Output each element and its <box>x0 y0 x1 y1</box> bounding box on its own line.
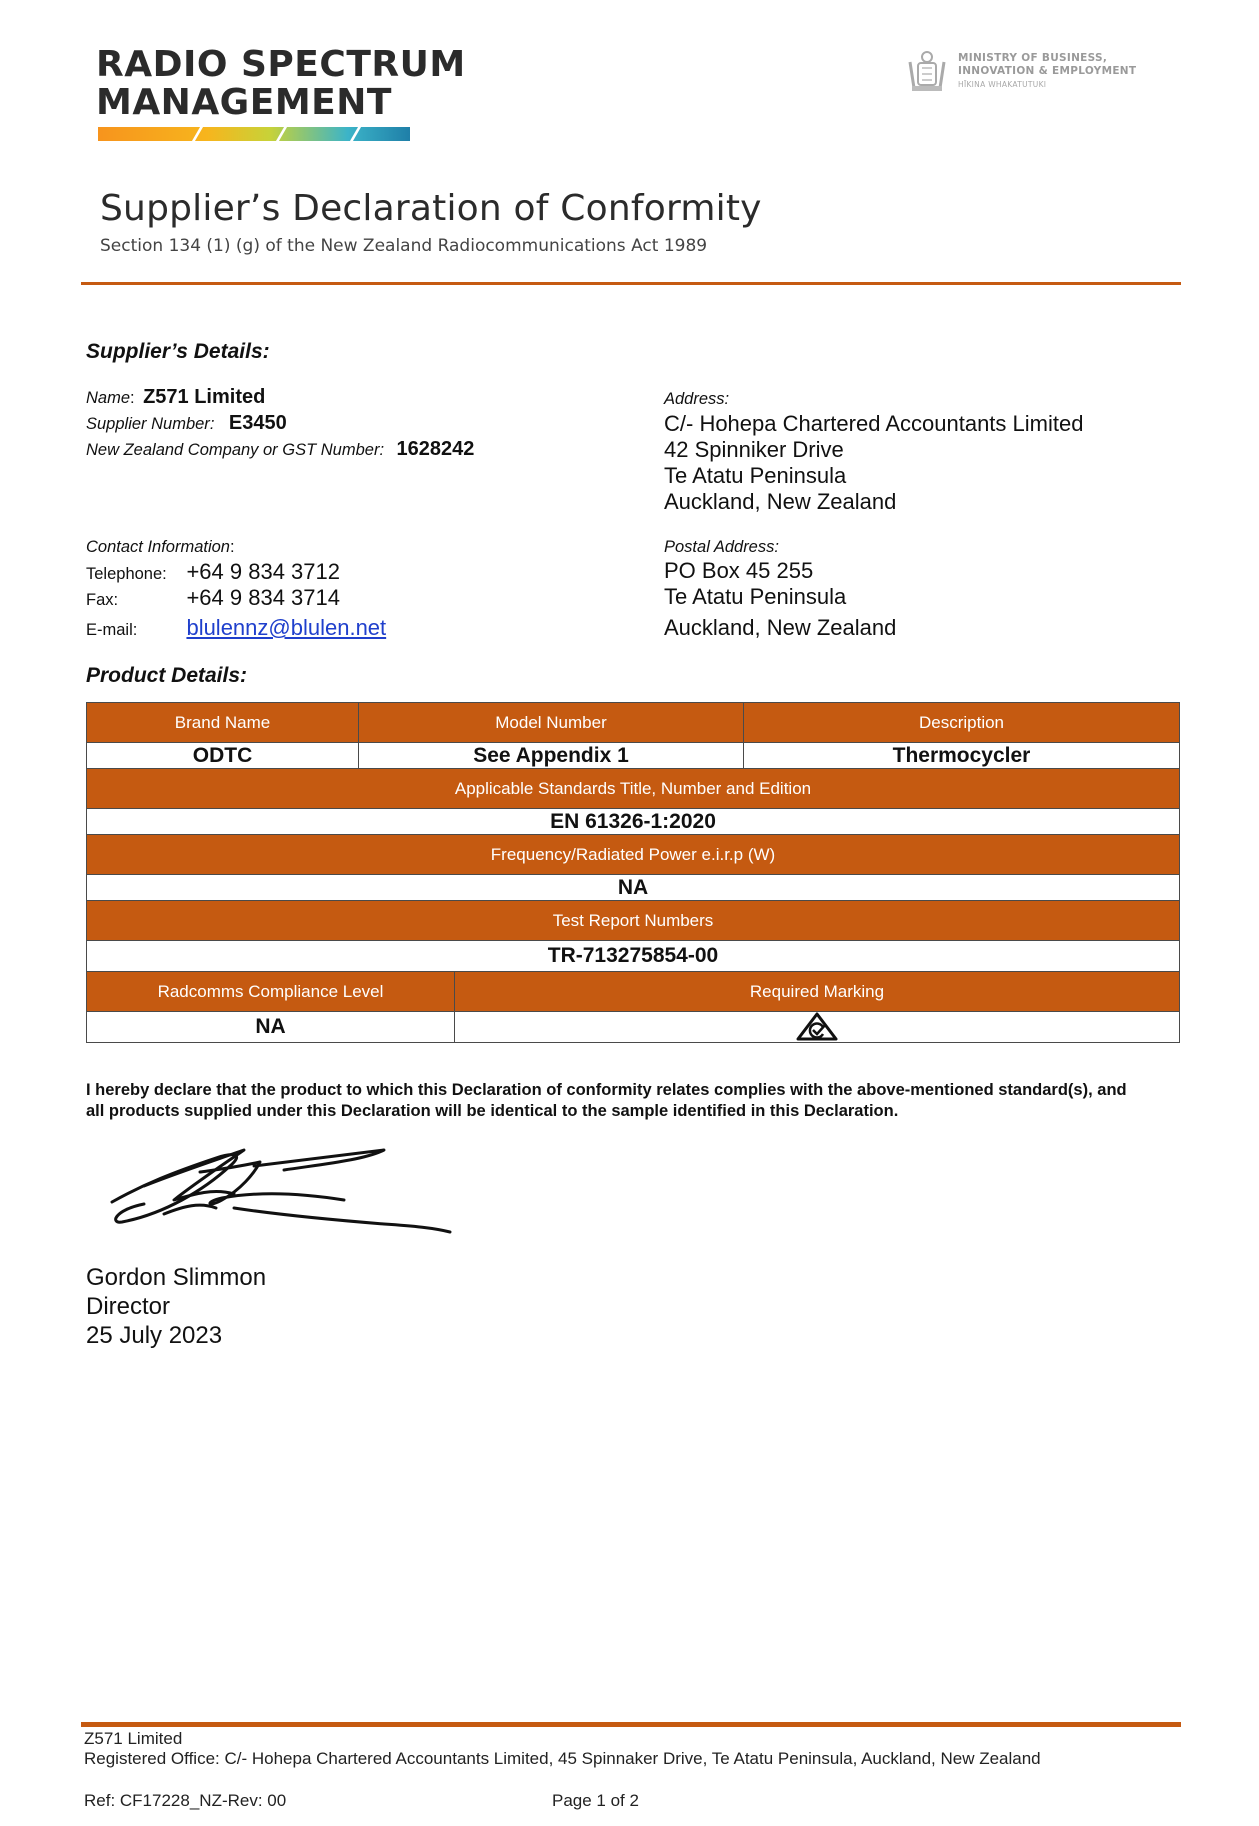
fax-label: Fax: <box>86 591 119 609</box>
product-details-heading: Product Details: <box>86 664 248 687</box>
contact-info-label-row: Contact Information: <box>86 538 235 556</box>
address-line: Auckland, New Zealand <box>664 489 897 514</box>
supplier-number-label: Supplier Number <box>86 415 210 433</box>
model-number-header: Model Number <box>359 703 744 743</box>
brand-name-value: ODTC <box>87 743 359 769</box>
company-number-value: 1628242 <box>396 438 475 460</box>
address-line: C/- Hohepa Chartered Accountants Limited <box>664 411 1084 436</box>
footer-reference: Ref: CF17228_NZ-Rev: 00 <box>84 1791 287 1810</box>
postal-address-label: Postal Address: <box>664 538 779 556</box>
required-marking-header: Required Marking <box>455 972 1180 1012</box>
fax-value: +64 9 834 3714 <box>186 585 340 610</box>
frequency-header: Frequency/Radiated Power e.i.r.p (W) <box>87 835 1180 875</box>
footer-page-number: Page 1 of 2 <box>552 1791 639 1810</box>
email-link[interactable]: blulennz@blulen.net <box>186 615 387 640</box>
postal-address-block <box>664 558 896 641</box>
rcm-mark-icon <box>796 1012 838 1042</box>
header-rule <box>81 282 1181 285</box>
nz-coat-of-arms-icon <box>904 48 950 94</box>
document-subtitle: Section 134 (1) (g) of the New Zealand Radiocommunications Act 1989 <box>100 236 708 256</box>
address-block <box>664 411 1083 515</box>
postal-line: Te Atatu Peninsula <box>664 584 847 609</box>
product-details-table <box>86 702 1180 1043</box>
required-marking-cell <box>455 1012 1180 1043</box>
ministry-name <box>958 52 1136 91</box>
postal-line: Auckland, New Zealand <box>664 615 897 640</box>
postal-line: PO Box 45 255 <box>664 558 814 583</box>
name-label: Name <box>86 389 131 407</box>
supplier-name-row: Name: Z571 Limited <box>86 386 266 408</box>
compliance-level-value: NA <box>87 1012 455 1043</box>
address-line: 42 Spinniker Drive <box>664 437 844 462</box>
ministry-line-1: MINISTRY OF BUSINESS, <box>958 52 1108 64</box>
ministry-line-2: INNOVATION & EMPLOYMENT <box>958 65 1137 77</box>
footer-rule <box>81 1722 1181 1727</box>
telephone-value: +64 9 834 3712 <box>186 559 340 584</box>
footer-registered-office: Registered Office: C/- Hohepa Chartered Accountants Limited, 45 Spinnaker Drive, Te Atatu Peninsula, Auckland, New Zealand <box>84 1749 1041 1768</box>
signer-name: Gordon Slimmon <box>86 1264 267 1291</box>
email-row: E-mail: blulennz@blulen.net <box>86 615 387 640</box>
name-value: Z571 Limited <box>143 386 266 408</box>
description-value: Thermocycler <box>744 743 1180 769</box>
test-report-value: TR-713275854-00 <box>87 941 1180 972</box>
declaration-statement: I hereby declare that the product to which this Declaration of conformity relates complies with the above-mentioned standard(s), and all products supplied under this Declaration will be identical to the sample identified in this Declaration. <box>86 1081 1127 1120</box>
company-number-row <box>86 438 474 461</box>
company-number-label: New Zealand Company or GST Number: <box>86 441 385 459</box>
fax-row <box>86 585 486 611</box>
ministry-line-3: HĪKINA WHAKATUTUKI <box>958 80 1047 89</box>
telephone-label: Telephone: <box>86 565 167 583</box>
document-title: Supplier’s Declaration of Conformity <box>100 188 762 229</box>
footer-company: Z571 Limited <box>84 1729 183 1748</box>
signer-title: Director <box>86 1293 171 1320</box>
rsm-logo-line-2: MANAGEMENT <box>96 82 392 123</box>
declaration-date: 25 July 2023 <box>86 1322 223 1349</box>
rsm-logo-line-1: RADIO SPECTRUM <box>96 44 466 85</box>
supplier-number-value: E3450 <box>228 412 287 434</box>
brand-name-header: Brand Name <box>87 703 359 743</box>
standards-header: Applicable Standards Title, Number and Edition <box>87 769 1180 809</box>
test-report-header: Test Report Numbers <box>87 901 1180 941</box>
telephone-row <box>86 559 486 585</box>
supplier-number-row: Supplier Number: E3450 <box>86 412 287 434</box>
email-label: E-mail <box>86 621 133 639</box>
supplier-details-heading: Supplier’s Details: <box>86 340 270 363</box>
model-number-value: See Appendix 1 <box>359 743 744 769</box>
signature-image <box>104 1144 456 1244</box>
compliance-level-header: Radcomms Compliance Level <box>87 972 455 1012</box>
description-header: Description <box>744 703 1180 743</box>
contact-info-label: Contact Information <box>86 538 230 556</box>
rsm-logo-stripe <box>98 127 410 141</box>
address-label: Address: <box>664 390 730 408</box>
frequency-value: NA <box>87 875 1180 901</box>
standards-value: EN 61326-1:2020 <box>87 809 1180 835</box>
address-line: Te Atatu Peninsula <box>664 463 847 488</box>
